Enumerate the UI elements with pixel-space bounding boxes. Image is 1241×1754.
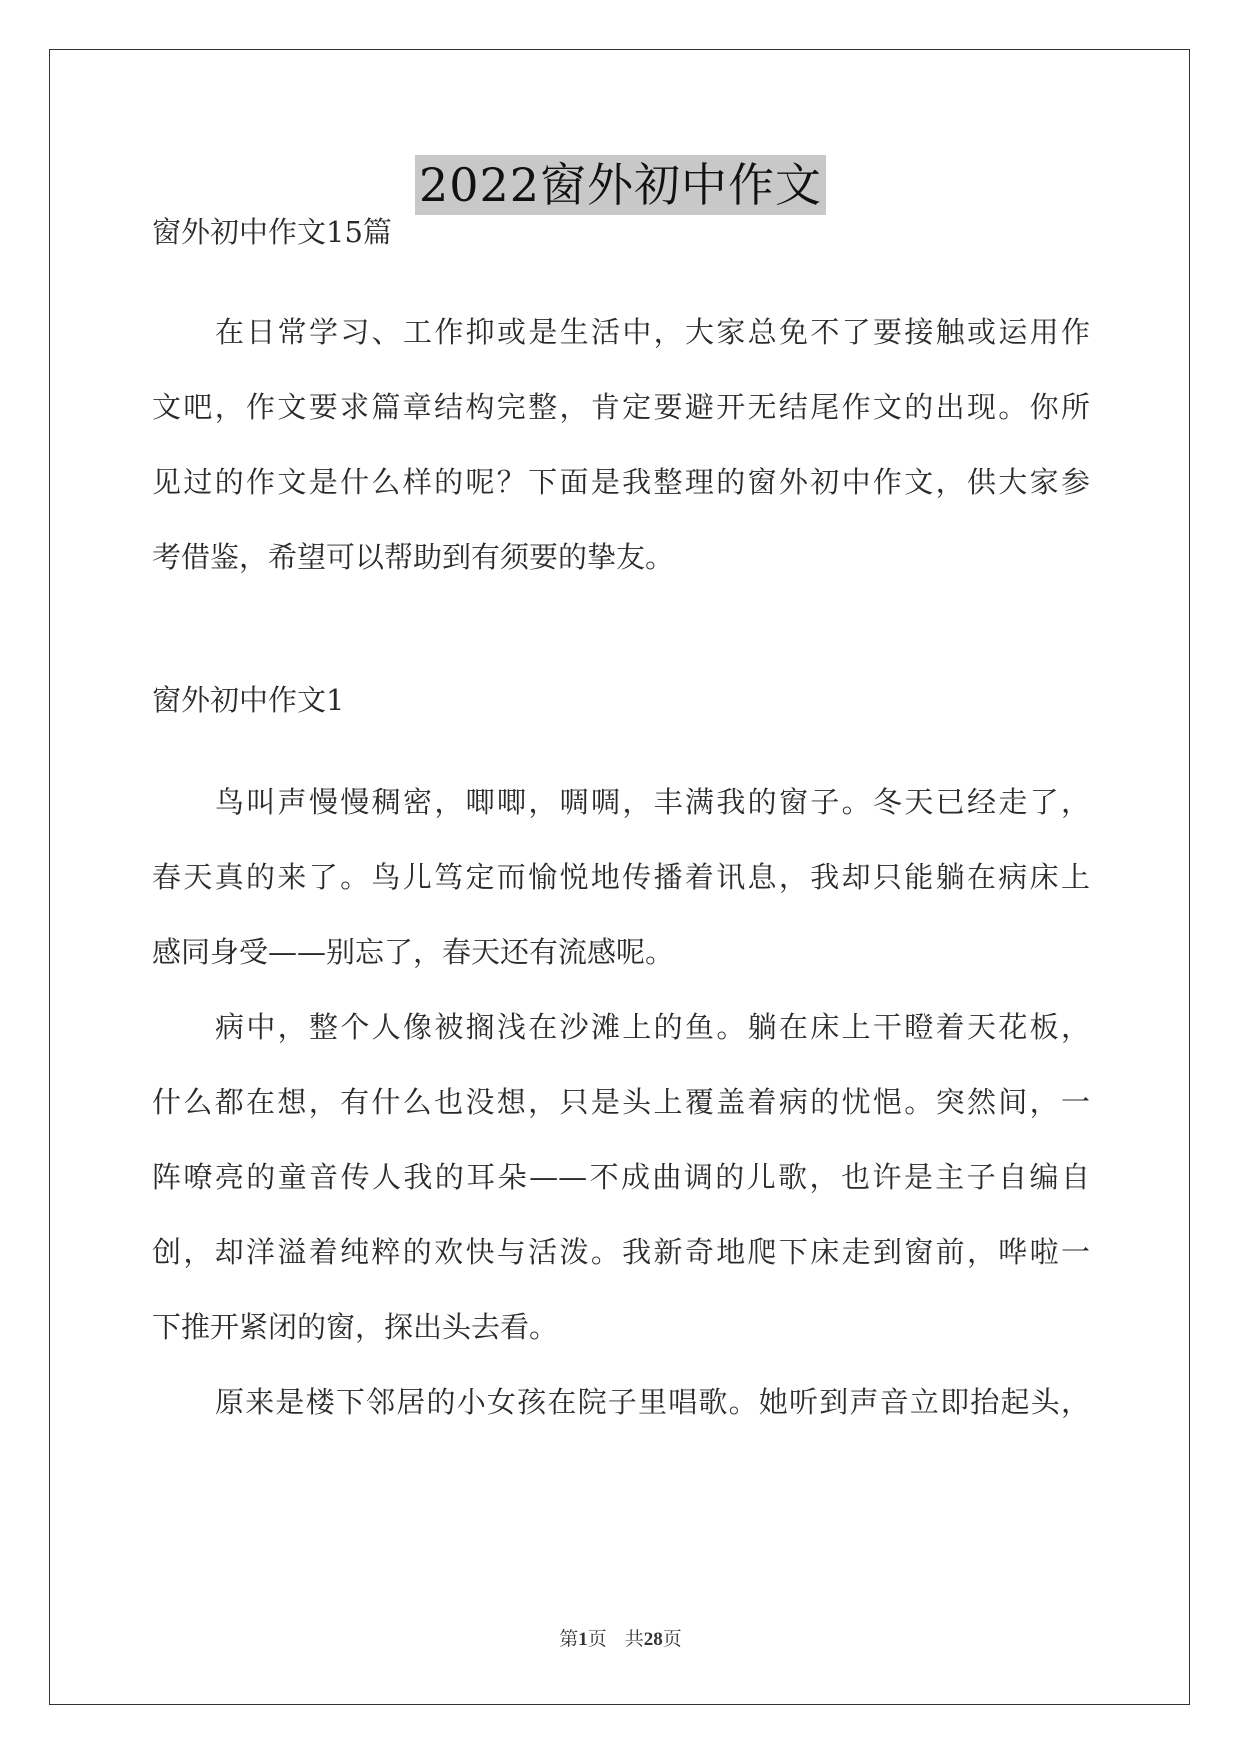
intro-line-2: 文吧，作文要求篇章结构完整，肯定要避开无结尾作文的出现。你所 — [152, 390, 1090, 424]
para1-line-2: 春天真的来了。鸟儿笃定而愉悦地传播着讯息，我却只能躺在病床上 — [152, 860, 1090, 894]
document-title: 2022窗外初中作文 — [415, 155, 826, 215]
para3-line-1: 原来是楼下邻居的小女孩在院子里唱歌。她听到声音立即抬起头， — [215, 1385, 1090, 1419]
page-unit: 页 — [587, 1628, 607, 1650]
total-prefix: 共 — [624, 1628, 644, 1650]
subtitle: 窗外初中作文15篇 — [152, 215, 392, 249]
para2-line-4: 创，却洋溢着纯粹的欢快与活泼。我新奇地爬下床走到窗前，哗啦一 — [152, 1235, 1090, 1269]
intro-line-4: 考借鉴，希望可以帮助到有须要的挚友。 — [152, 540, 675, 574]
para2-line-3: 阵嘹亮的童音传人我的耳朵——不成曲调的儿歌，也许是主子自编自 — [152, 1160, 1090, 1194]
title-container — [0, 155, 1241, 215]
para1-line-3: 感同身受——别忘了，春天还有流感呢。 — [152, 935, 675, 969]
para2-line-5: 下推开紧闭的窗，探出头去看。 — [152, 1310, 559, 1344]
total-unit: 页 — [662, 1628, 682, 1650]
para1-line-1: 鸟叫声慢慢稠密，唧唧，啁啁，丰满我的窗子。冬天已经走了， — [215, 785, 1090, 819]
para2-line-2: 什么都在想，有什么也没想，只是头上覆盖着病的忧悒。突然间，一 — [152, 1085, 1090, 1119]
section-heading: 窗外初中作文1 — [152, 683, 345, 717]
page-total: 28 — [643, 1629, 663, 1650]
intro-line-1: 在日常学习、工作抑或是生活中，大家总免不了要接触或运用作 — [215, 315, 1090, 349]
page-current: 1 — [578, 1629, 588, 1650]
page-prefix: 第 — [559, 1628, 579, 1650]
para2-line-1: 病中，整个人像被搁浅在沙滩上的鱼。躺在床上干瞪着天花板， — [215, 1010, 1090, 1044]
intro-line-3: 见过的作文是什么样的呢？下面是我整理的窗外初中作文，供大家参 — [152, 465, 1090, 499]
page-footer — [0, 1626, 1241, 1653]
